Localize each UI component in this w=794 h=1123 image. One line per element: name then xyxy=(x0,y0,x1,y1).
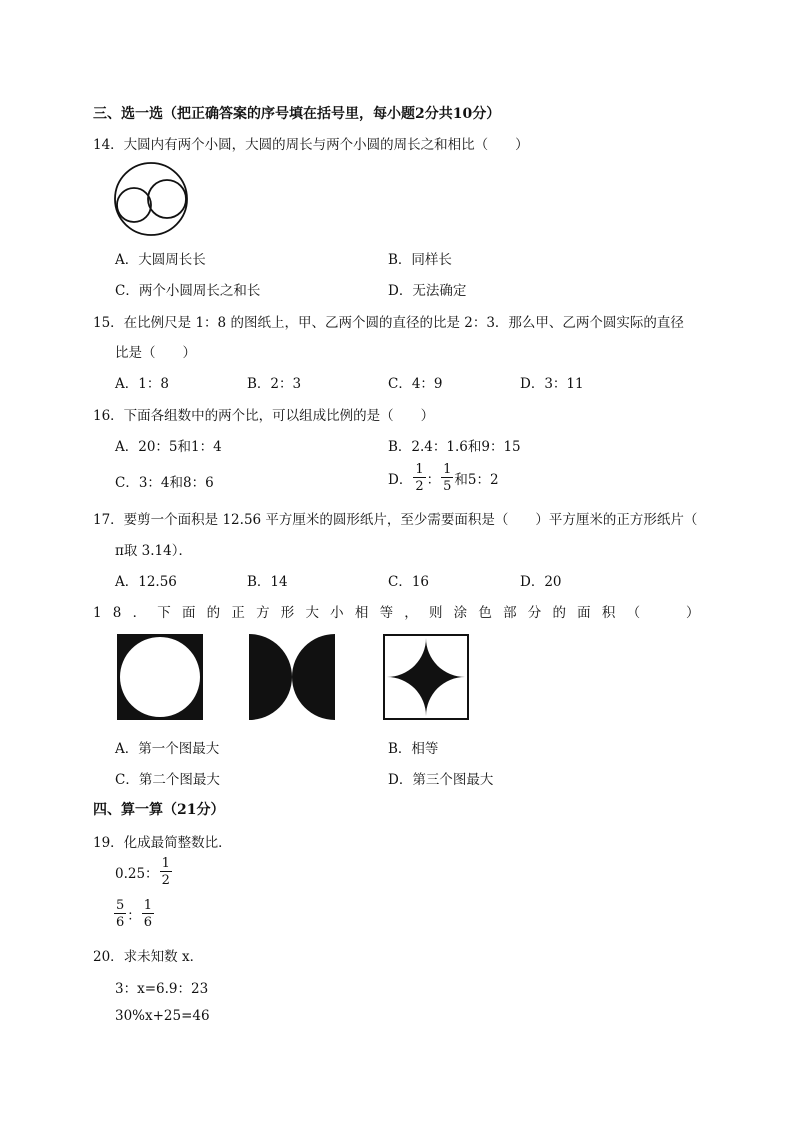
q15-option-a: A．1：8 xyxy=(115,376,169,392)
fraction-numerator: 1 xyxy=(415,462,424,477)
q20-equation-1: 3：x=6.9：23 xyxy=(115,981,209,997)
q16-option-c: C．3：4和8：6 xyxy=(115,475,214,491)
q18-option-a: A．第一个图最大 xyxy=(115,741,220,757)
q18-option-d: D．第三个图最大 xyxy=(388,772,494,788)
fraction-denominator: 5 xyxy=(443,479,452,494)
question-19-stem: 19．化成最简整数比． xyxy=(93,835,232,851)
section-three-heading: 三、选一选（把正确答案的序号填在括号里，每小题2分共10分） xyxy=(93,106,501,122)
q17-option-c: C．16 xyxy=(388,574,430,590)
q16-option-a: A．20：5和1：4 xyxy=(115,439,222,455)
section-four-heading: 四、算一算（21分） xyxy=(93,802,225,818)
q14-option-c: C．两个小圆周长之和长 xyxy=(115,283,261,299)
fraction-numerator: 1 xyxy=(143,898,153,913)
q19-expression-1-fraction xyxy=(160,857,172,887)
ratio-colon: ： xyxy=(426,472,441,488)
q18-figure-1 xyxy=(117,634,203,720)
q19-expression-2-fraction-2 xyxy=(142,899,154,929)
q14-option-a: A．大圆周长长 xyxy=(115,252,206,268)
q20-equation-2: 30%x+25=46 xyxy=(115,1008,210,1024)
question-17-stem-line2: π取 3.14）． xyxy=(115,543,192,559)
q15-option-c: C．4：9 xyxy=(388,376,443,392)
q18-option-c: C．第二个图最大 xyxy=(115,772,220,788)
fraction-denominator: 2 xyxy=(161,873,170,888)
fraction-denominator: 6 xyxy=(116,915,125,930)
fraction-numerator: 5 xyxy=(116,898,125,913)
fraction-numerator: 1 xyxy=(161,856,170,871)
fraction-denominator: 6 xyxy=(143,915,153,930)
q14-option-d: D．无法确定 xyxy=(388,283,467,299)
q17-option-b: B．14 xyxy=(247,574,288,590)
ratio-colon: ： xyxy=(127,908,141,924)
question-14-stem: 14．大圆内有两个小圆，大圆的周长与两个小圆的周长之和相比（ ） xyxy=(93,137,529,153)
question-15-stem-line2: 比是（ ） xyxy=(115,345,196,361)
question-16-stem: 16．下面各组数中的两个比，可以组成比例的是（ ） xyxy=(93,408,435,424)
question-15-stem-line1: 15．在比例尺是 1：8 的图纸上，甲、乙两个圆的直径的比是 2：3．那么甲、乙两个圆实际的直径 xyxy=(93,315,684,331)
q15-option-d: D．3：11 xyxy=(520,376,584,392)
q17-option-a: A．12.56 xyxy=(115,574,177,590)
q19-expression-1-prefix: 0.25： xyxy=(115,866,159,882)
question-18-stem: 18．下面的正方形大小相等，则涂色部分的面积（ xyxy=(93,605,652,621)
q19-expression-2-fraction-1 xyxy=(114,899,126,929)
q18-figure-3 xyxy=(383,634,469,720)
q16-option-d-prefix: D． xyxy=(388,472,413,488)
q19-expression-2 xyxy=(113,899,155,929)
q16-option-d-suffix: 和5：2 xyxy=(454,472,499,488)
question-18-stem-close: ） xyxy=(686,605,700,621)
fraction-numerator: 1 xyxy=(443,462,452,477)
fraction-denominator: 2 xyxy=(415,479,424,494)
question-20-stem: 20．求未知数 x． xyxy=(93,949,204,965)
q15-option-b: B．2：3 xyxy=(247,376,302,392)
q18-figure-2 xyxy=(249,634,335,720)
q14-option-b: B．同样长 xyxy=(388,252,452,268)
q14-circles-figure xyxy=(110,160,192,238)
question-17-stem-line1: 17．要剪一个面积是 12.56 平方厘米的圆形纸片，至少需要面积是（ ）平方厘米的正方形纸片（ xyxy=(93,512,698,528)
q16-option-b: B．2.4：1.6和9：15 xyxy=(388,439,521,455)
q18-option-b: B．相等 xyxy=(388,741,439,757)
q16-option-d-fraction-2 xyxy=(441,463,453,493)
q16-option-d xyxy=(388,463,499,493)
q16-option-d-fraction-1 xyxy=(413,463,425,493)
q19-expression-1 xyxy=(115,857,173,887)
q17-option-d: D．20 xyxy=(520,574,562,590)
